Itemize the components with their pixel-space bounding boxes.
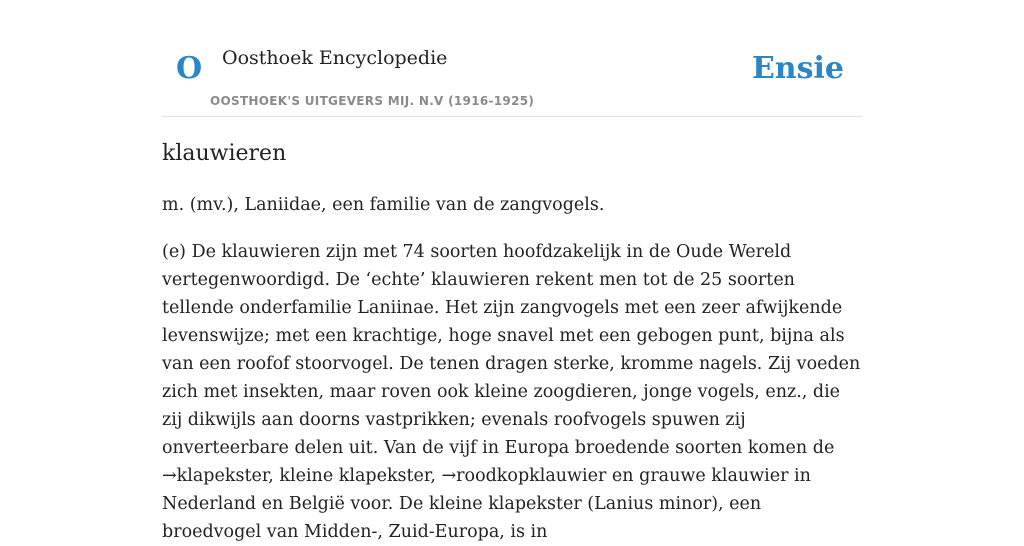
body-text-part2: , kleine klapekster, — [268, 466, 442, 486]
body-text-part3: en grauwe klauwier in Nederland en België voor. De kleine klapekster (Lanius minor), een broedvogel van Midden-, Zuid-Europa, is in — [162, 466, 811, 542]
ensie-logo-link[interactable]: Ensie — [751, 51, 844, 86]
article-definition: m. (mv.), Laniidae, een familie van de zangvogels. — [162, 195, 605, 215]
site-header — [162, 0, 862, 117]
body-text-part1: (e) De klauwieren zijn met 74 soorten hoofdzakelijk in de Oude Wereld vertegenwoordigd. De ‘echte’ klauwieren rekent men tot de 25 soorten tellende onderfamilie Laniinae. Het zijn zangvogels met een zeer afwijkende levenswijze; met een krachtige, hoge snavel met een gebogen punt, bijna als van een roofof stoorvogel. De tenen dragen sterke, kromme nagels. Zij voeden zich met insekten, maar roven ook kleine zoogdieren, jonge vogels, enz., die zij dikwijls aan doorns vastprikken; evenals roofvogels spuwen zij onverteerbare delen uit. Van de vijf in Europa broedende soorten komen de — [162, 242, 861, 458]
article — [162, 138, 862, 546]
publisher-subtitle: OOSTHOEK'S UITGEVERS MIJ. N.V (1916-1925) — [210, 94, 535, 108]
link-roodkopklauwier[interactable]: →roodkopklauwier — [441, 466, 607, 486]
logo-letter[interactable]: O — [176, 51, 203, 86]
site-title[interactable]: Oosthoek Encyclopedie — [222, 47, 448, 69]
link-klapekster[interactable]: →klapekster — [162, 466, 269, 486]
article-headword: klauwieren — [162, 141, 287, 166]
article-body — [162, 238, 862, 546]
